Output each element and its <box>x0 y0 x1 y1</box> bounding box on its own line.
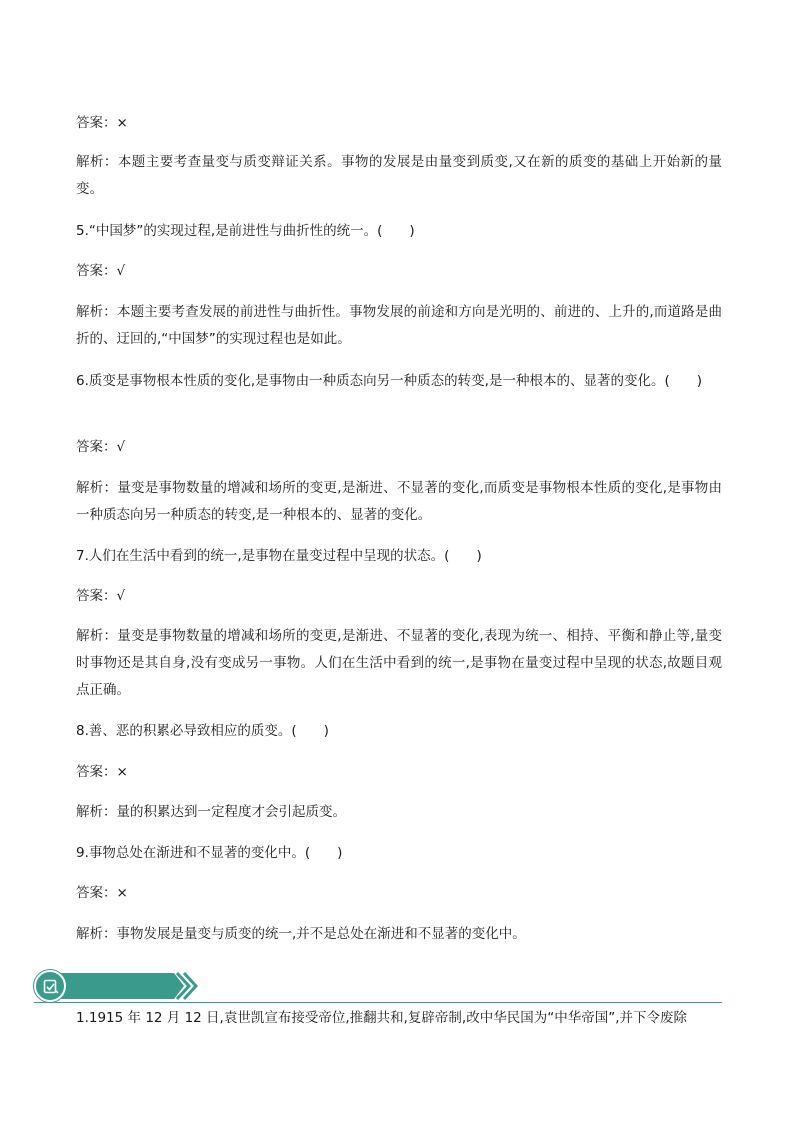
answer-6: 答案：√ <box>76 439 126 455</box>
next-section-question-1: 1.1915 年 12 月 12 日,袁世凯宣布接受帝位,推翻共和,复辟帝制,改中华民国为“中华帝国”,并下令废除 <box>76 1010 687 1026</box>
answer-8: 答案：× <box>76 764 128 780</box>
question-8: 8.善、恶的积累必导致相应的质变。( ) <box>76 723 329 739</box>
explanation-prev: 解析：本题主要考查量变与质变辩证关系。事物的发展是由量变到质变,又在新的质变的基础上开始新的量变。 <box>76 154 722 197</box>
answer-prev: 答案：× <box>76 115 128 131</box>
answer-9: 答案：× <box>76 885 128 901</box>
explanation-9: 解析：事物发展是量变与质变的统一,并不是总处在渐进和不显著的变化中。 <box>76 926 526 942</box>
explanation-5: 解析：本题主要考查发展的前进性与曲折性。事物发展的前途和方向是光明的、前进的、上升的,而道路是曲折的、迂回的,“中国梦”的实现过程也是如此。 <box>76 304 722 347</box>
pencil-check-icon <box>43 979 59 995</box>
section-header-badge <box>34 970 204 1002</box>
question-9: 9.事物总处在渐进和不显著的变化中。( ) <box>76 845 343 861</box>
section-badge-circle <box>34 970 66 1002</box>
question-6: 6.质变是事物根本性质的变化,是事物由一种质态向另一种质态的转变,是一种根本的、显著的变化。( ) <box>76 373 702 389</box>
section-divider <box>34 1002 722 1003</box>
question-7: 7.人们在生活中看到的统一,是事物在量变过程中呈现的状态。( ) <box>76 548 482 564</box>
answer-5: 答案：√ <box>76 263 126 279</box>
question-5: 5.“中国梦”的实现过程,是前进性与曲折性的统一。( ) <box>76 223 415 239</box>
explanation-8: 解析：量的积累达到一定程度才会引起质变。 <box>76 804 346 820</box>
explanation-6: 解析：量变是事物数量的增减和场所的变更,是渐进、不显著的变化,而质变是事物根本性质的变化,是事物由一种质态向另一种质态的转变,是一种根本的、显著的变化。 <box>76 480 722 523</box>
answer-7: 答案：√ <box>76 588 126 604</box>
explanation-7: 解析：量变是事物数量的增减和场所的变更,是渐进、不显著的变化,表现为统一、相持、平衡和静止等,量变时事物还是其自身,没有变成另一事物。人们在生活中看到的统一,是事物在量变过程中呈现的状态,故题目观点正确。 <box>76 628 722 698</box>
